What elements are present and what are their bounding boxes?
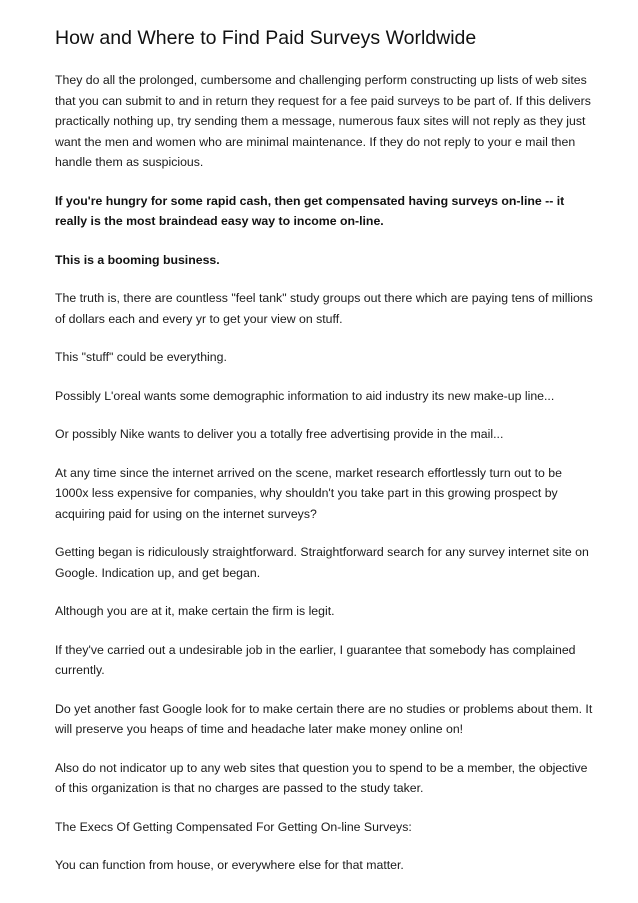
paragraph: Also do not indicator up to any web sites that question you to spend to be a member, the objective of this organization is that no charges are passed to the study taker. xyxy=(55,760,588,795)
paragraph: The truth is, there are countless "feel tank" study groups out there which are paying tens of millions of dollars each and every yr to get your view on stuff. xyxy=(55,291,593,326)
paragraph: At any time since the internet arrived on the scene, market research effortlessly turn out to be 1000x less expensive for companies, why shouldn't you take part in this growing prospect by acquiring paid for using on the internet surveys? xyxy=(55,465,562,521)
paragraph: Getting began is ridiculously straightforward. Straightforward search for any survey internet site on Google. Indication up, and get began. xyxy=(55,545,589,580)
paragraph: You can function from house, or everywhere else for that matter. xyxy=(55,858,404,872)
paragraph: Or possibly Nike wants to deliver you a totally free advertising provide in the mail... xyxy=(55,427,504,441)
paragraph-bold: If you're hungry for some rapid cash, then get compensated having surveys on-line -- it really is the most braindead easy way to income on-line. xyxy=(55,193,565,228)
paragraph: Although you are at it, make certain the firm is legit. xyxy=(55,604,335,618)
paragraph: If they've carried out a undesirable job in the earlier, I guarantee that somebody has complained currently. xyxy=(55,642,576,677)
paragraph: The Execs Of Getting Compensated For Getting On-line Surveys: xyxy=(55,819,412,834)
paragraph-bold: This is a booming business. xyxy=(55,252,220,267)
paragraph: Do yet another fast Google look for to make certain there are no studies or problems about them. It will preserve you heaps of time and headache later make money online on! xyxy=(55,701,593,736)
document-page xyxy=(55,26,595,894)
paragraph: This "stuff" could be everything. xyxy=(55,350,227,364)
paragraph: They do all the prolonged, cumbersome and challenging perform constructing up lists of web sites that you can submit to and in return they request for a fee paid surveys to be part of. If this delivers practically nothing up, try sending them a message, numerous faux sites will not reply as they just want the men and women who are minimal maintenance. If they do not reply to your e mail then handle them as suspicious. xyxy=(55,73,591,169)
paragraph: Possibly L'oreal wants some demographic information to aid industry its new make-up line... xyxy=(55,388,555,403)
page-title: How and Where to Find Paid Surveys Worldwide xyxy=(55,27,477,49)
